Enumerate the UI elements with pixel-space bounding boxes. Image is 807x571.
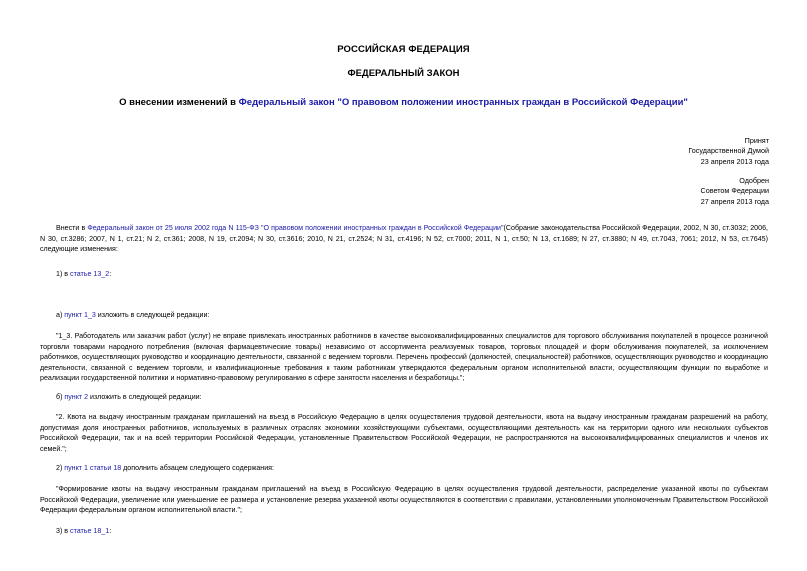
item-2 [40, 463, 768, 474]
adopted-line-1: Принят [744, 136, 769, 145]
item-1a-link[interactable]: пункт 1_3 [64, 311, 96, 319]
item-2-suffix: дополнить абзацем следующего содержания: [121, 464, 274, 472]
intro-prefix: Внести в [56, 224, 88, 232]
intro-paragraph [40, 223, 768, 255]
approved-line-2: Советом Федерации [700, 186, 769, 196]
approved-line-1: Одобрен [739, 176, 769, 185]
item-1b-suffix: изложить в следующей редакции: [88, 393, 202, 401]
quote-2: "2. Квота на выдачу иностранным гражданам приглашений на въезд в Российскую Федерацию в целях осуществления трудовой деятельности, квота на выдачу иностранным гражданам разрешений на работу, допустимая доля иностранных работников, используемых в различных отраслях экономики хозяйствующими субъектами, осуществляющими деятельность как на территории одного или нескольких субъектов Российской Федерации, так и на всей территории Российской Федерации, установленные Правительством Российской Федерации, не распространяются на высококвалифицированных специалистов и членов их семей."; [40, 413, 768, 453]
adopted-line-2: Государственной Думой [688, 146, 769, 156]
quote-1: "1_3. Работодатель или заказчик работ (услуг) не вправе привлекать иностранных работников в качестве высококвалифицированных специалистов для торгового обслуживания покупателей в процессе розничной торговли товарами народного потребления (включая фармацевтические товары) независимо от ассортимента реализуемых товаров, торговых площадей и форм обслуживания покупателей, за исключением работников, осуществляющих руководство и координацию деятельности, связанной с ведением торговли. Перечень профессий (должностей, специальностей) работников, осуществляющих руководство и координацию деятельности, связанной с ведением торговли, и квалификационные требования к таким работникам утверждаются федеральным органом исполнительной власти, осуществляющим функции по выработке и реализации государственной политики и нормативно-правовому регулированию в сфере занятости населения и безработицы."; [40, 332, 768, 383]
item-2-link[interactable]: пункт 1 статьи 18 [64, 464, 122, 472]
item-1-link[interactable]: статье 13_2 [70, 270, 110, 278]
intro-suffix: (Собрание законодательства Российской Федерации, 2002, N 30, ст.3032; 2006, N 30, ст.3286; 2007, N 1, ст.21; N 2, ст.361; 2008, N 19, ст.2094; N 30, ст.3616; 2010, N 21, ст.2524; N 31, ст.4196; N 52, ст.7000; 2011, N 1, ст.50; N 13, ст.1689; N 27, ст.3880; N 49, ст.7043, 7061; 2012, N 53, ст.7645) следующие изменения: [40, 224, 768, 254]
law-title-prefix: О внесении изменений в [119, 97, 239, 108]
item-3-suffix: : [109, 527, 112, 535]
item-1a-prefix: а) [56, 311, 65, 319]
item-1b-prefix: б) [56, 393, 65, 401]
item-1-prefix: 1) в [56, 270, 71, 278]
item-1 [40, 269, 768, 280]
item-3 [40, 526, 768, 537]
law-title-link[interactable]: Федеральный закон "О правовом положении иностранных граждан в Российской Федерации" [238, 97, 688, 108]
approved-date: 27 апреля 2013 года [700, 196, 769, 206]
item-3-prefix: 3) в [56, 527, 71, 535]
item-1b-link[interactable]: пункт 2 [64, 393, 89, 401]
country-heading: РОССИЙСКАЯ ФЕДЕРАЦИЯ [337, 44, 470, 55]
approved-block [701, 176, 769, 207]
law-title [0, 97, 807, 108]
intro-law-link[interactable]: Федеральный закон от 25 июля 2002 года N 115-ФЗ "О правовом положении иностранных граждан в Российской Федерации" [87, 224, 504, 232]
item-3-link[interactable]: статье 18_1 [70, 527, 110, 535]
item-2-prefix: 2) [56, 464, 65, 472]
law-type-heading: ФЕДЕРАЛЬНЫЙ ЗАКОН [347, 68, 460, 79]
adopted-date: 23 апреля 2013 года [700, 156, 769, 166]
item-1a-suffix: изложить в следующей редакции: [95, 311, 210, 319]
item-1b [40, 392, 768, 403]
quote-3: "Формирование квоты на выдачу иностранным гражданам приглашений на въезд в Российскую Федерацию в целях осуществления трудовой деятельности, распределение указанной квоты по субъектам Российской Федерации, увеличение или уменьшение ее размера и установление резерва указанной квоты осуществляются в соответствии с правилами, установленными уполномоченным Правительством Российской Федерации федеральным органом исполнительной власти."; [40, 485, 768, 515]
item-1a [40, 310, 768, 321]
adopted-block [688, 136, 769, 167]
item-1-suffix: : [109, 270, 112, 278]
